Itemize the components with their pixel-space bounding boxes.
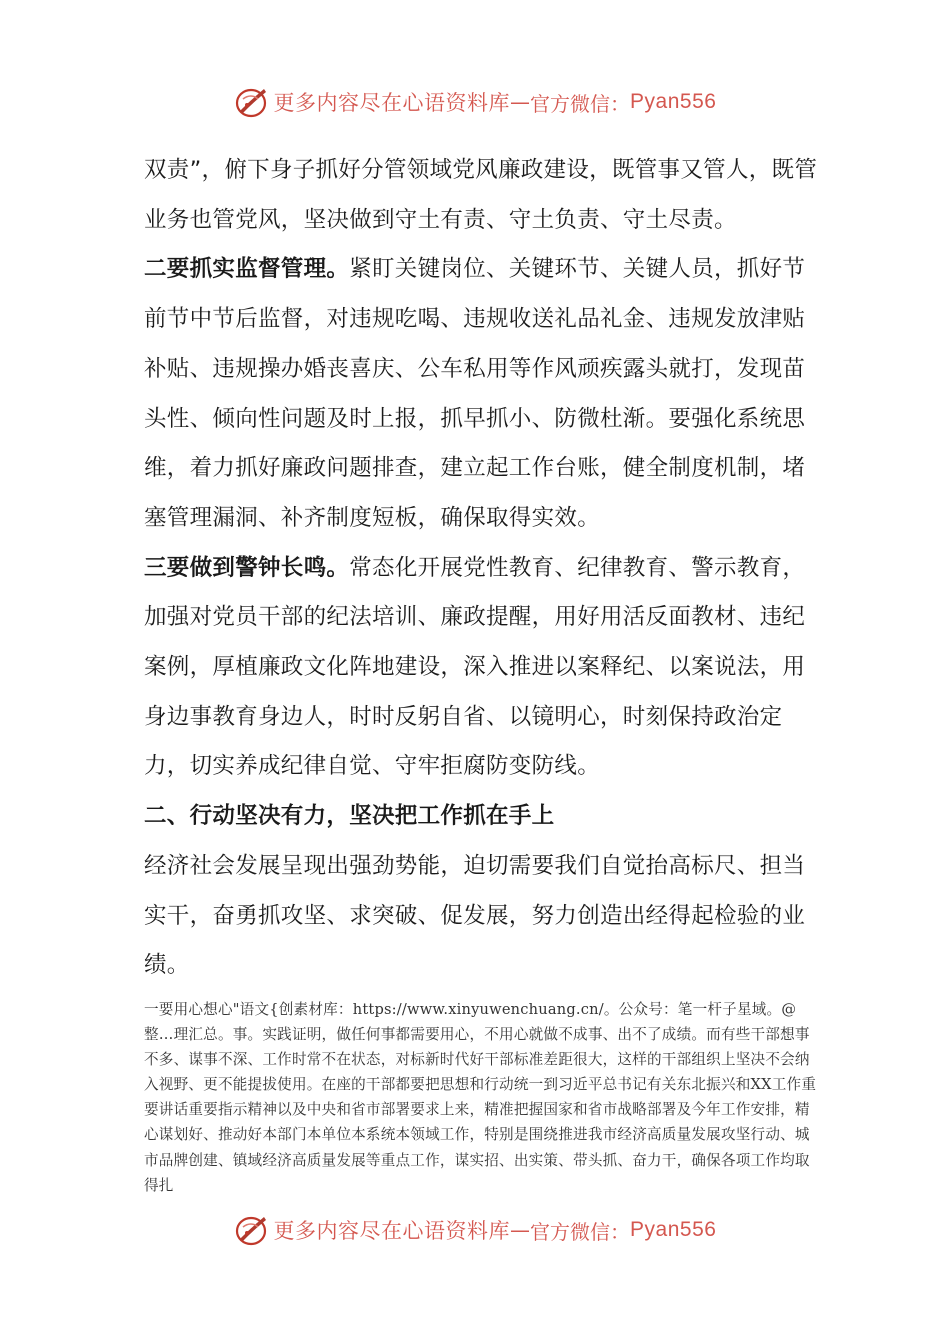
- watermark-banner-top: [0, 82, 950, 122]
- watermark-wechat-id: Pyan556: [630, 1218, 717, 1241]
- paragraph-3: [144, 544, 824, 793]
- pen-nib-icon: [234, 85, 270, 119]
- pen-nib-icon: [234, 1213, 270, 1247]
- paragraph-1: 双责”，俯下身子抓好分管领域党风廉政建设，既管事又管人，既管业务也管党风，坚决做到守土有责、守土负责、守土尽责。: [144, 157, 818, 233]
- paragraph-3-text: 常态化开展党性教育、纪律教育、警示教育，加强对党员干部的纪法培训、廉政提醒，用好用活反面教材、违纪案例，厚植廉政文化阵地建设，深入推进以案释纪、以案说法，用身边事教育身边人，时时反躬自省、以镜明心，时刻保持政治定力，切实养成纪律自觉、守牢拒腐防变防线。: [144, 554, 806, 780]
- paragraph-2-text: 紧盯关键岗位、关键环节、关键人员，抓好节前节中节后监督，对违规吃喝、违规收送礼品礼金、违规发放津贴补贴、违规操办婚丧喜庆、公车私用等作风顽疾露头就打，发现苗头性、倾向性问题及时上报，抓早抓小、防微杜渐。要强化系统思维，着力抓好廉政问题排查，建立起工作台账，健全制度机制，堵塞管理漏洞、补齐制度短板，确保取得实效。: [144, 256, 806, 531]
- paragraph-3-lead: 三要做到警钟长鸣。: [144, 554, 350, 581]
- watermark-separator: —: [510, 1218, 531, 1242]
- section-heading-2: 二、行动坚决有力，坚决把工作抓在手上: [144, 803, 555, 830]
- watermark-slogan: 更多内容尽在心语资料库: [273, 1219, 511, 1243]
- watermark-slogan: 更多内容尽在心语资料库: [273, 91, 511, 115]
- paragraph-2: [144, 245, 824, 543]
- watermark-banner-bottom: [0, 1210, 950, 1250]
- watermark-wechat-label: 官方微信：: [530, 91, 631, 116]
- watermark-wechat-label: 官方微信：: [530, 1219, 631, 1244]
- watermark-separator: —: [510, 90, 531, 114]
- small-print-paragraph: 一要用心想心"语文{创素材库：https://www.xinyuwenchuang.cn/。公众号：笔一杆子星域。@整…理汇总。事。实践证明，做任何事都需要用心，不用心就做不成事、出不了成绩。而有些干部想事不多、谋事不深、工作时常不在状态，对标新时代好干部标准差距很大，这样的干部组织上坚决不会纳入视野、更不能提拔使用。在座的干部都要把思想和行动统一到习近平总书记有关东北振兴和XX工作重要讲话重要指示精神以及中央和省市部署要求上来，精准把握国家和省市战略部署及今年工作安排，精心谋划好、推动好本部门本单位本系统本领域工作，特别是围绕推进我市经济高质量发展攻坚行动、城市品牌创建、镇域经济高质量发展等重点工作，谋实招、出实策、带头抓、奋力干，确保各项工作均取得扎: [144, 1000, 817, 1194]
- paragraph-4: 经济社会发展呈现出强劲势能，迫切需要我们自觉抬高标尺、担当实干，奋勇抓攻坚、求突破、促发展，努力创造出经得起检验的业绩。: [144, 852, 806, 979]
- paragraph-2-lead: 二要抓实监督管理。: [144, 256, 350, 283]
- document-body: [144, 146, 824, 1198]
- watermark-wechat-id: Pyan556: [630, 90, 717, 113]
